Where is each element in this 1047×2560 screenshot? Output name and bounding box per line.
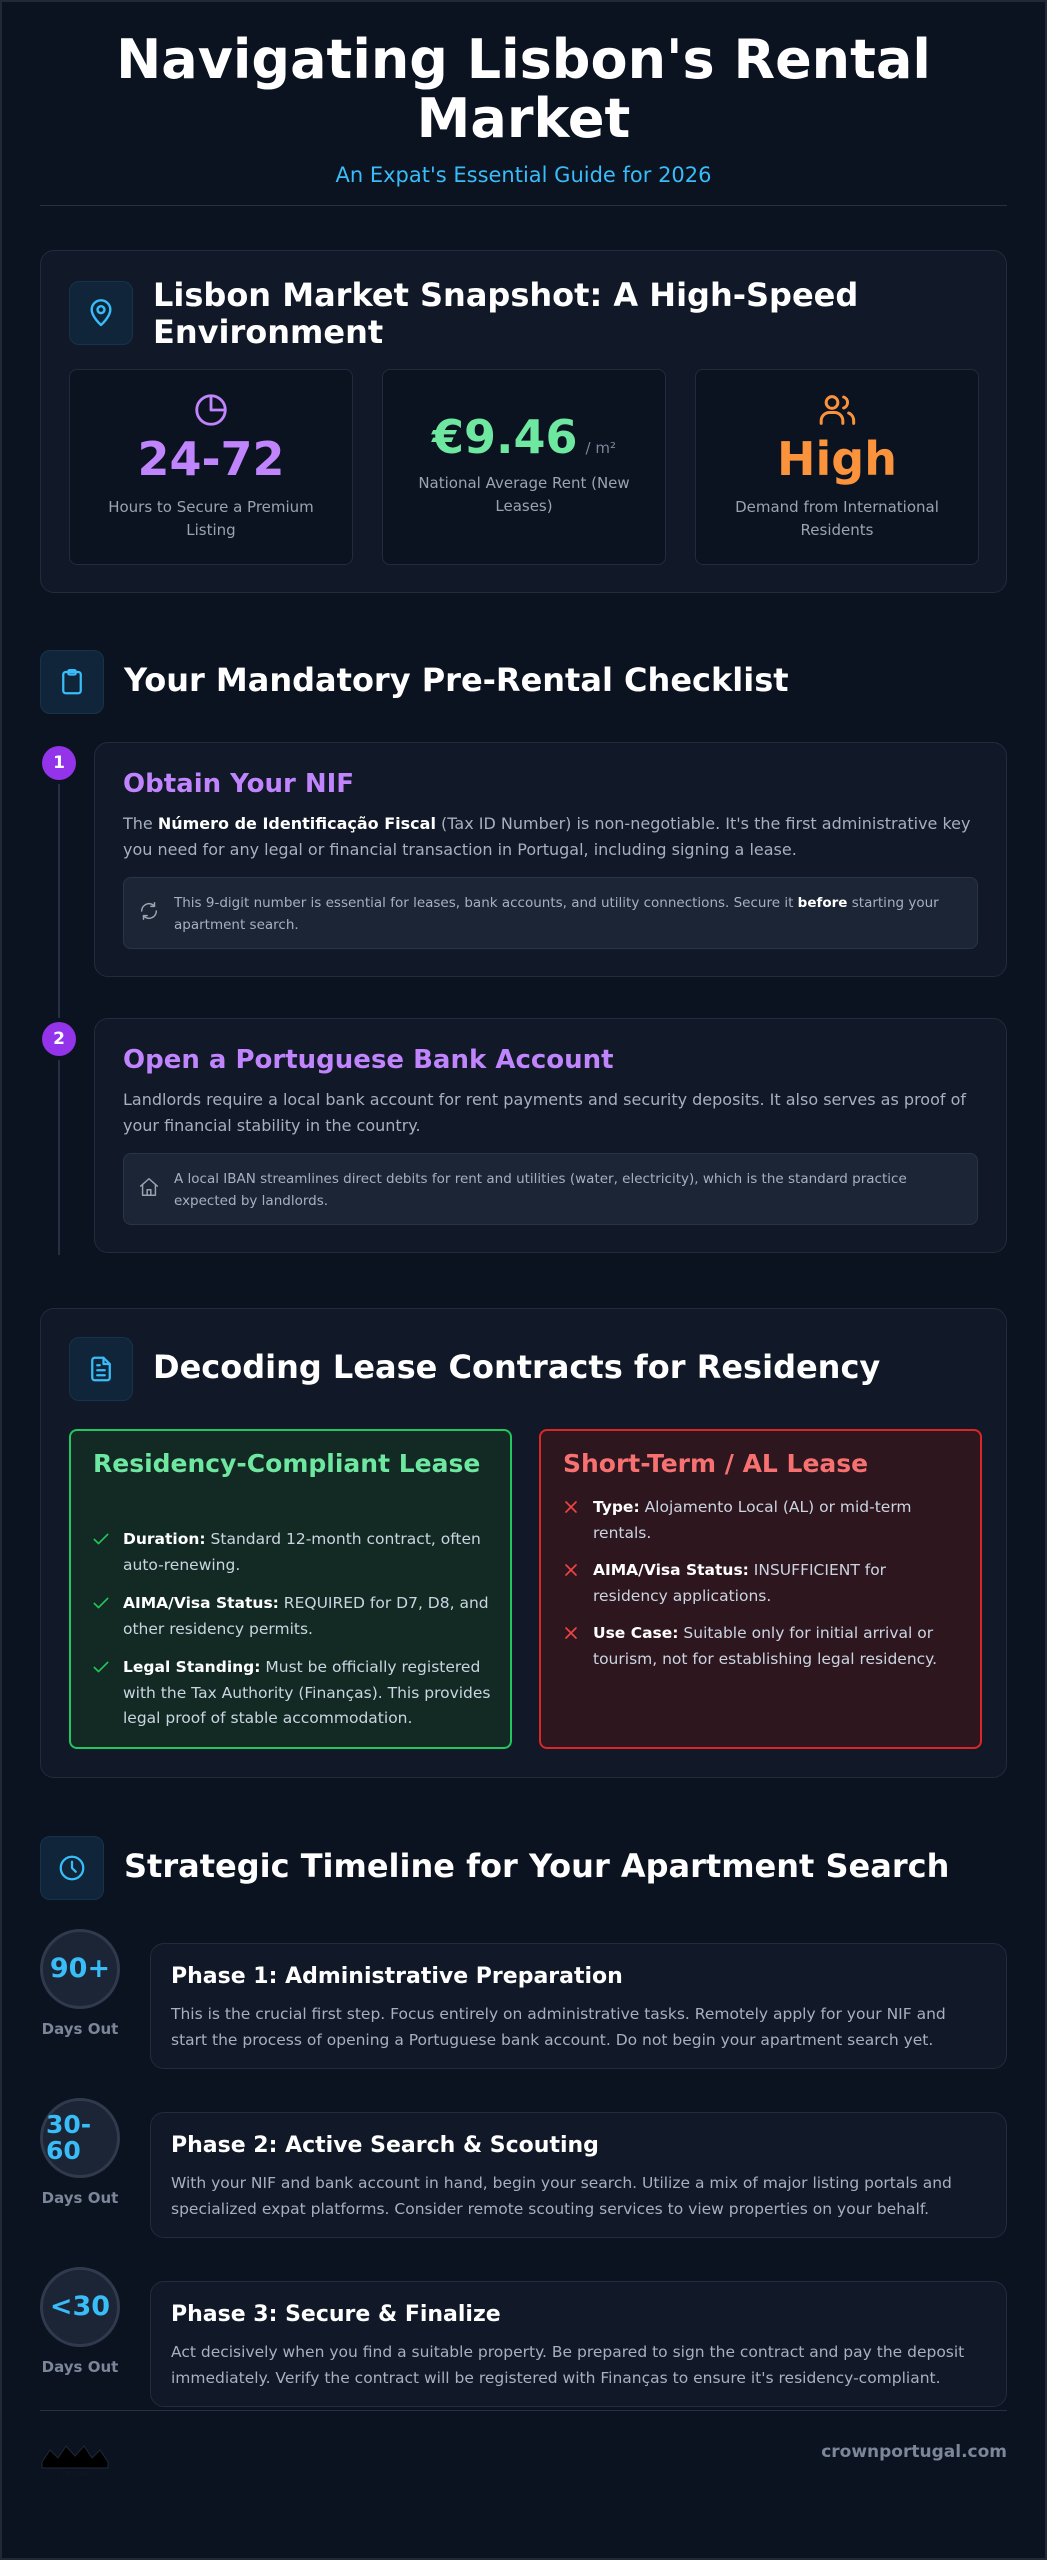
lease-item — [91, 1655, 492, 1732]
phase-days-badge: 90+ — [40, 1929, 120, 2009]
x-icon — [561, 1560, 581, 1580]
stat-label: National Average Rent (New Leases) — [418, 474, 630, 516]
logo-wordmark: CROWN — [61, 2470, 89, 2478]
users-icon — [696, 390, 978, 430]
phase-card — [150, 2281, 1007, 2407]
lease-section-title: Decoding Lease Contracts for Residency — [153, 1348, 881, 1386]
checklist-title: Your Mandatory Pre-Rental Checklist — [124, 661, 789, 699]
phase-card — [150, 2112, 1007, 2238]
lease-item-label: AIMA/Visa Status: — [593, 1561, 749, 1579]
step-title: Obtain Your NIF — [123, 769, 355, 799]
footer-divider — [40, 2410, 1007, 2411]
phase-title: Phase 3: Secure & Finalize — [171, 2302, 501, 2327]
phase-days-badge: 30-60 — [40, 2098, 120, 2178]
stat-value-row — [383, 410, 665, 464]
days-out-label: Days Out — [41, 2020, 119, 2038]
page-header — [40, 30, 1007, 187]
phase-days-badge: <30 — [40, 2267, 120, 2347]
phase-title: Phase 1: Administrative Preparation — [171, 1964, 623, 1989]
check-icon — [91, 1657, 111, 1677]
header-divider — [40, 205, 1007, 206]
lease-item-label: Use Case: — [593, 1624, 679, 1642]
lease-item-label: Duration: — [123, 1530, 206, 1548]
lease-contracts-card — [40, 1308, 1007, 1778]
lease-item-text: Suitable only for initial arrival or tourism, not for establishing legal residency. — [593, 1624, 938, 1668]
x-icon — [561, 1497, 581, 1517]
checklist-timeline-line — [58, 780, 60, 1255]
lease-item-label: Type: — [593, 1498, 640, 1516]
lease-item — [561, 1495, 962, 1546]
clipboard-icon — [40, 650, 104, 714]
phase-title: Phase 2: Active Search & Scouting — [171, 2133, 599, 2158]
timeline-title: Strategic Timeline for Your Apartment Search — [124, 1847, 950, 1885]
snapshot-title: Lisbon Market Snapshot: A High-Speed Environment — [153, 276, 859, 351]
step-body: Landlords require a local bank account for rent payments and security deposits. It also serves as proof of your financial stability in the country. — [123, 1090, 967, 1136]
stat-unit: / m² — [585, 439, 616, 457]
lease-item — [561, 1558, 962, 1609]
stat-demand — [695, 369, 979, 565]
x-icon — [561, 1623, 581, 1643]
note-text: starting your apartment search. — [174, 895, 939, 934]
sync-icon — [138, 900, 160, 926]
stat-label: Hours to Secure a Premium Listing — [108, 498, 314, 540]
pie-chart-icon — [70, 390, 352, 430]
clock-icon — [40, 1836, 104, 1900]
step-title: Open a Portuguese Bank Account — [123, 1045, 614, 1075]
lease-item-text: Standard 12-month contract, often auto-renewing. — [123, 1530, 481, 1574]
document-icon — [69, 1337, 133, 1401]
footer-website-link[interactable]: crownportugal.com — [821, 2442, 1007, 2462]
lease-item — [91, 1527, 492, 1578]
map-pin-icon — [69, 281, 133, 345]
phase-body: Act decisively when you find a suitable property. Be prepared to sign the contract and pay the deposit immediately. Verify the contract will be registered with Finanças to ensure it's residency-compliant. — [171, 2343, 965, 2387]
market-snapshot-card — [40, 250, 1007, 593]
lease-item-label: AIMA/Visa Status: — [123, 1594, 279, 1612]
phase-body: This is the crucial first step. Focus entirely on administrative tasks. Remotely apply for your NIF and start the process of opening a Portuguese bank account. Do not begin your apartment search yet. — [171, 2005, 946, 2049]
step-number-badge: 2 — [42, 1022, 76, 1056]
page-subtitle: An Expat's Essential Guide for 2026 — [335, 162, 712, 187]
step-note — [123, 877, 978, 949]
lease-item — [91, 1591, 492, 1642]
step-card-nif — [94, 742, 1007, 977]
stat-value: €9.46 — [432, 410, 578, 464]
stat-value: 24-72 — [137, 432, 285, 486]
step-body — [123, 811, 978, 864]
short-term-lease-box — [539, 1429, 982, 1749]
page-title: Navigating Lisbon's Rental Market — [116, 28, 931, 151]
lease-item-label: Legal Standing: — [123, 1658, 261, 1676]
lease-item-text: REQUIRED for D7, D8, and other residency permits. — [123, 1594, 489, 1638]
lease-item-text: Alojamento Local (AL) or mid-term rentals. — [593, 1498, 912, 1542]
home-icon — [138, 1176, 160, 1202]
lease-item — [561, 1621, 962, 1672]
phase-body: With your NIF and bank account in hand, begin your search. Utilize a mix of major listing portals and specialized expat platforms. Consider remote scouting services to view properties on your behalf. — [171, 2174, 952, 2218]
crown-logo-icon — [40, 2438, 110, 2482]
residency-compliant-lease-box — [69, 1429, 512, 1749]
lease-item-text: INSUFFICIENT for residency applications. — [593, 1561, 887, 1605]
crown-logo-graphic — [40, 2438, 110, 2478]
stat-average-rent — [382, 369, 666, 565]
lease-title: Residency-Compliant Lease — [93, 1449, 481, 1478]
check-icon — [91, 1529, 111, 1549]
step-card-bank-account — [94, 1018, 1007, 1253]
step-number-badge: 1 — [42, 746, 76, 780]
note-emphasis: before — [797, 895, 848, 911]
lease-item-text: Must be officially registered with the Tax Authority (Finanças). This provides legal proof of stable accommodation. — [123, 1658, 491, 1728]
stat-label: Demand from International Residents — [735, 498, 939, 540]
stat-listing-hours — [69, 369, 353, 565]
step-note-text — [174, 892, 963, 937]
phase-card — [150, 1943, 1007, 2069]
lease-title: Short-Term / AL Lease — [563, 1449, 869, 1478]
step-body-text: (Tax ID Number) is non-negotiable. It's the first administrative key you need for any legal or financial transaction in Portugal, including signing a lease. — [123, 814, 971, 860]
step-body-emphasis: Número de Identificação Fiscal — [157, 814, 436, 833]
step-note-text: A local IBAN streamlines direct debits for rent and utilities (water, electricity), which is the standard practice expected by landlords. — [174, 1171, 907, 1210]
days-out-label: Days Out — [41, 2189, 119, 2207]
step-body-text: The — [123, 814, 158, 833]
step-note — [123, 1153, 978, 1225]
stat-value: High — [777, 432, 897, 486]
note-text: This 9-digit number is essential for leases, bank accounts, and utility connections. Secure it — [174, 895, 798, 911]
days-out-label: Days Out — [41, 2358, 119, 2376]
check-icon — [91, 1593, 111, 1613]
